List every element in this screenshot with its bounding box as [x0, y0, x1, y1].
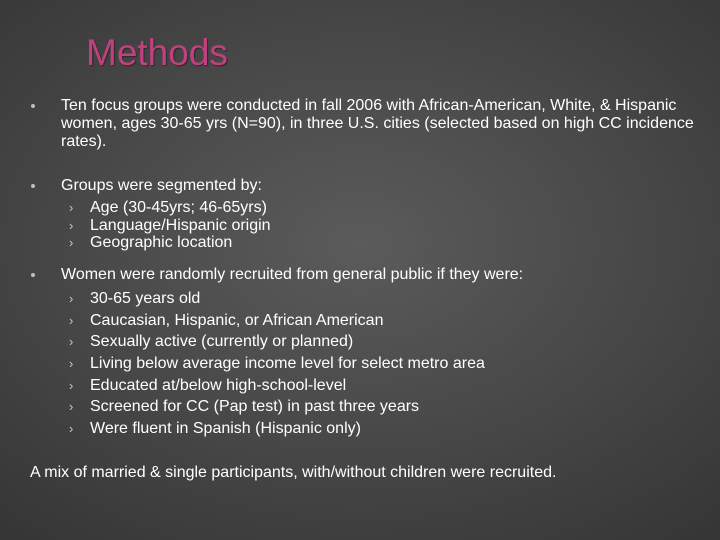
- slide-title: Methods: [86, 32, 228, 73]
- bullet-dot-icon: [31, 273, 35, 277]
- bullet-dot-icon: [31, 184, 35, 188]
- sub-item-text: Language/Hispanic origin: [90, 217, 271, 234]
- chevron-right-icon: ›: [69, 313, 74, 328]
- sub-item-text: Educated at/below high-school-level: [90, 377, 347, 394]
- bullet-text: Groups were segmented by:: [61, 177, 262, 194]
- sub-item-text: Geographic location: [90, 234, 233, 251]
- sub-item-text: Screened for CC (Pap test) in past three years: [90, 398, 420, 415]
- sub-item-text: Caucasian, Hispanic, or African American: [90, 312, 384, 329]
- chevron-right-icon: ›: [69, 356, 74, 371]
- chevron-right-icon: ›: [69, 334, 74, 349]
- summary-text: A mix of married & single participants, with/without children were recruited.: [30, 464, 557, 481]
- sub-item-text: Living below average income level for select metro area: [90, 355, 485, 372]
- sub-item-text: Were fluent in Spanish (Hispanic only): [90, 420, 361, 437]
- bullet-text: Ten focus groups were conducted in fall 2006 with African-American, White, & Hispanic women, ages 30-65 yrs (N=90), in three U.S. cities (selected based on high CC incidence rates).: [61, 97, 694, 150]
- sub-item-text: Sexually active (currently or planned): [90, 333, 354, 350]
- chevron-right-icon: ›: [69, 291, 74, 306]
- sub-item-text: Age (30-45yrs; 46-65yrs): [90, 199, 267, 216]
- sub-item-text: 30-65 years old: [90, 290, 201, 307]
- chevron-right-icon: ›: [69, 218, 74, 233]
- chevron-right-icon: ›: [69, 200, 74, 215]
- bullet-dot-icon: [31, 104, 35, 108]
- chevron-right-icon: ›: [69, 235, 74, 250]
- bullet-text: Women were randomly recruited from general public if they were:: [61, 266, 524, 283]
- chevron-right-icon: ›: [69, 421, 74, 436]
- chevron-right-icon: ›: [69, 399, 74, 414]
- chevron-right-icon: ›: [69, 378, 74, 393]
